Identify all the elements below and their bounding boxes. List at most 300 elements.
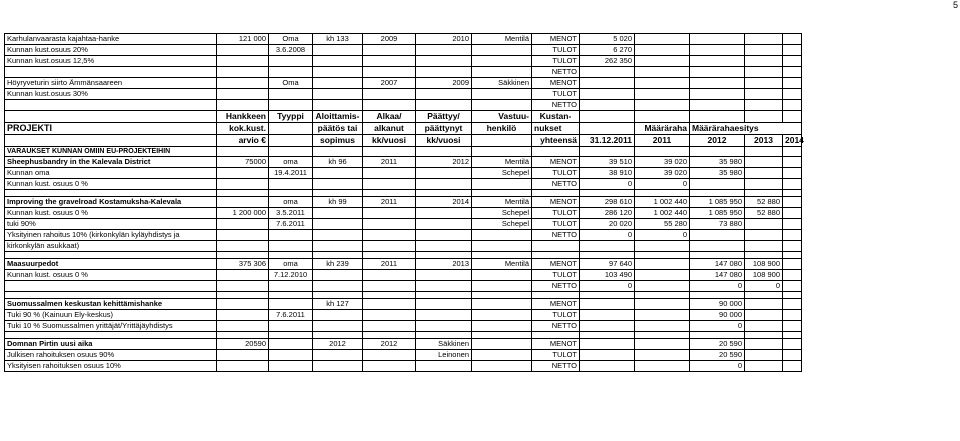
table-cell (580, 321, 635, 332)
table-row (5, 208, 802, 219)
table-cell (363, 89, 416, 100)
table-row (5, 350, 802, 361)
table-cell (580, 310, 635, 321)
table-cell (269, 179, 313, 190)
table-cell: Julkisen rahoituksen osuus 90% (5, 350, 217, 361)
table-cell (635, 45, 690, 56)
table-cell (783, 230, 802, 241)
table-cell: Höyryveturin siirto Ämmänsaareen (5, 78, 217, 89)
table-cell (783, 100, 802, 111)
table-cell (635, 34, 690, 45)
table-cell (313, 168, 363, 179)
table-row (5, 100, 802, 111)
table-cell: 52 880 (745, 197, 783, 208)
table-cell (313, 219, 363, 230)
table-cell (472, 241, 532, 252)
table-cell: MENOT (532, 34, 580, 45)
table-cell: Kunnan kust. osuus 0 % (5, 270, 217, 281)
table-cell: 52 880 (745, 208, 783, 219)
table-row (5, 241, 802, 252)
table-cell (745, 350, 783, 361)
table-cell (745, 89, 783, 100)
table-cell: 147 080 (690, 270, 745, 281)
table-cell (783, 34, 802, 45)
table-cell (363, 208, 416, 219)
table-cell (635, 339, 690, 350)
table-cell (217, 310, 269, 321)
table-cell (313, 56, 363, 67)
table-cell: 2009 (363, 34, 416, 45)
table-cell: 0 (635, 179, 690, 190)
table-cell (269, 361, 313, 372)
table-cell: TULOT (532, 45, 580, 56)
table-cell: 5 020 (580, 34, 635, 45)
table-cell (416, 168, 472, 179)
table-cell (783, 179, 802, 190)
table-cell (783, 241, 802, 252)
table-cell: NETTO (532, 67, 580, 78)
table-cell (745, 361, 783, 372)
table-row (5, 252, 802, 259)
hdr-vastuu: Vastuu- (472, 111, 532, 123)
table-cell (269, 100, 313, 111)
table-cell (217, 230, 269, 241)
hdr-kkvuosi-2: kk/vuosi (416, 135, 472, 147)
table-row (5, 168, 802, 179)
table-cell (635, 100, 690, 111)
table-cell: Maasuurpedot (5, 259, 217, 270)
table-cell (416, 89, 472, 100)
hdr-aloittamis: Aloittamis- (313, 111, 363, 123)
table-cell (472, 45, 532, 56)
table-row (5, 321, 802, 332)
table-cell (363, 281, 416, 292)
table-cell (745, 78, 783, 89)
table-cell: 55 280 (635, 219, 690, 230)
table-row (5, 78, 802, 89)
table-cell (690, 67, 745, 78)
table-cell (416, 361, 472, 372)
table-cell: kh 133 (313, 34, 363, 45)
hdr-kokkust: kok.kust. (217, 123, 269, 135)
table-cell: oma (269, 259, 313, 270)
table-cell: 20590 (217, 339, 269, 350)
table-cell: 108 900 (745, 259, 783, 270)
table-cell: MENOT (532, 339, 580, 350)
table-cell: 298 610 (580, 197, 635, 208)
table-cell: Kunnan kust. osuus 0 % (5, 179, 217, 190)
table-cell: 7.6.2011 (269, 219, 313, 230)
table-cell: Domnan Pirtin uusi aika (5, 339, 217, 350)
table-cell: 2013 (416, 259, 472, 270)
section-title: VARAUKSET KUNNAN OMIIN EU-PROJEKTEIHIN (5, 147, 217, 157)
table-cell: 7.6.2011 (269, 310, 313, 321)
table-row (5, 259, 802, 270)
table-cell (217, 67, 269, 78)
table-cell (783, 67, 802, 78)
table-cell: MENOT (532, 78, 580, 89)
table-cell (416, 100, 472, 111)
table-cell (217, 197, 269, 208)
table-cell: 19.4.2011 (269, 168, 313, 179)
table-cell (416, 179, 472, 190)
table-cell (745, 230, 783, 241)
table-cell: 121 000 (217, 34, 269, 45)
table-cell (783, 45, 802, 56)
table-cell: Tuki 90 % (Kainuun Ely-keskus) (5, 310, 217, 321)
table-cell (635, 321, 690, 332)
table-cell (635, 270, 690, 281)
table-cell (745, 56, 783, 67)
table-cell: NETTO (532, 281, 580, 292)
table-row (5, 45, 802, 56)
table-cell: Karhulanvaarasta kajahtaa-hanke (5, 34, 217, 45)
euro-mark: € (261, 135, 266, 145)
table-cell (635, 281, 690, 292)
hdr-projekti: PROJEKTI (5, 123, 217, 135)
hdr-alkanut: alkanut (363, 123, 416, 135)
table-cell (472, 310, 532, 321)
table-cell (635, 259, 690, 270)
table-row (5, 230, 802, 241)
table-cell (313, 241, 363, 252)
table-cell (783, 310, 802, 321)
table-cell (783, 197, 802, 208)
table-cell: Oma (269, 34, 313, 45)
table-cell: Mentilä (472, 157, 532, 168)
table-row (5, 89, 802, 100)
table-cell (313, 321, 363, 332)
table-cell: 2014 (416, 197, 472, 208)
table-cell (363, 56, 416, 67)
table-cell: Oma (269, 78, 313, 89)
table-cell (472, 339, 532, 350)
table-cell (472, 270, 532, 281)
table-cell (745, 100, 783, 111)
table-cell (363, 219, 416, 230)
table-cell (532, 241, 580, 252)
table-cell (745, 179, 783, 190)
header-row-2 (5, 123, 802, 135)
table-row (5, 332, 802, 339)
table-cell: TULOT (532, 89, 580, 100)
table-row (5, 339, 802, 350)
table-cell (580, 67, 635, 78)
hdr-nukset: nukset (532, 123, 580, 135)
budget-table (4, 33, 802, 372)
hdr-arvio: arvio (238, 135, 259, 145)
table-cell: NETTO (532, 100, 580, 111)
table-cell (635, 241, 690, 252)
table-cell: kh 239 (313, 259, 363, 270)
table-cell (416, 230, 472, 241)
table-cell (217, 241, 269, 252)
table-cell (269, 230, 313, 241)
table-cell: 2011 (363, 259, 416, 270)
table-cell (217, 299, 269, 310)
hdr-2011: 2011 (635, 135, 690, 147)
table-cell (313, 350, 363, 361)
hdr-kustan: Kustan- (532, 111, 580, 123)
table-cell (269, 339, 313, 350)
table-cell (635, 56, 690, 67)
table-cell: kh 96 (313, 157, 363, 168)
table-cell (363, 361, 416, 372)
table-cell (745, 45, 783, 56)
table-cell: 75000 (217, 157, 269, 168)
hdr-date: 31.12.2011 (580, 135, 635, 147)
table-cell: 0 (690, 321, 745, 332)
table-cell: 35 980 (690, 168, 745, 179)
table-cell (217, 100, 269, 111)
table-cell (416, 299, 472, 310)
table-cell (5, 281, 217, 292)
table-cell (313, 361, 363, 372)
table-cell: Yksityisen rahoituksen osuus 10% (5, 361, 217, 372)
table-cell: Suomussalmen keskustan kehittämishanke (5, 299, 217, 310)
table-cell (745, 157, 783, 168)
table-cell: Kunnan kust.osuus 30% (5, 89, 217, 100)
table-cell (690, 100, 745, 111)
table-cell: TULOT (532, 208, 580, 219)
table-cell: 35 980 (690, 157, 745, 168)
table-cell: 2012 (363, 339, 416, 350)
table-cell (690, 56, 745, 67)
table-cell (416, 67, 472, 78)
table-cell (416, 208, 472, 219)
table-cell: TULOT (532, 350, 580, 361)
table-cell: 2012 (313, 339, 363, 350)
table-cell: kh 99 (313, 197, 363, 208)
table-cell (635, 350, 690, 361)
table-row (5, 361, 802, 372)
table-cell (269, 67, 313, 78)
table-cell: 20 590 (690, 350, 745, 361)
table-cell (363, 299, 416, 310)
table-cell (313, 270, 363, 281)
table-cell (783, 270, 802, 281)
table-cell: NETTO (532, 230, 580, 241)
table-cell (580, 299, 635, 310)
table-cell: 1 200 000 (217, 208, 269, 219)
table-cell (313, 179, 363, 190)
table-cell (416, 321, 472, 332)
table-cell: 20 020 (580, 219, 635, 230)
table-cell: 2012 (416, 157, 472, 168)
table-cell (745, 339, 783, 350)
hdr-alkaa: Alkaa/ (363, 111, 416, 123)
table-cell: Kunnan oma (5, 168, 217, 179)
table-cell: Leinonen (416, 350, 472, 361)
table-cell (217, 321, 269, 332)
table-cell (635, 361, 690, 372)
table-cell (416, 45, 472, 56)
header-row-3 (5, 135, 802, 147)
table-cell: Sheephusbandry in the Kalevala District (5, 157, 217, 168)
table-cell (745, 241, 783, 252)
table-cell: 3.6.2008 (269, 45, 313, 56)
table-row (5, 219, 802, 230)
table-cell: oma (269, 197, 313, 208)
table-cell (313, 230, 363, 241)
table-cell (580, 100, 635, 111)
table-cell: Schepel (472, 208, 532, 219)
hdr-kkvuosi-1: kk/vuosi (363, 135, 416, 147)
table-cell (5, 100, 217, 111)
table-cell (783, 219, 802, 230)
table-cell (745, 310, 783, 321)
table-cell (580, 78, 635, 89)
table-cell (783, 78, 802, 89)
table-cell: NETTO (532, 321, 580, 332)
table-cell: NETTO (532, 361, 580, 372)
table-cell (269, 299, 313, 310)
table-row (5, 190, 802, 197)
table-cell: 39 020 (635, 157, 690, 168)
table-cell (363, 321, 416, 332)
hdr-yhteensa: yhteensä (532, 135, 580, 147)
table-cell (472, 321, 532, 332)
table-cell (416, 56, 472, 67)
table-cell (783, 208, 802, 219)
table-cell (472, 350, 532, 361)
table-cell (783, 321, 802, 332)
table-cell (363, 168, 416, 179)
table-row (5, 197, 802, 208)
header-row-1 (5, 111, 802, 123)
table-cell (313, 45, 363, 56)
table-cell (580, 241, 635, 252)
table-cell (217, 168, 269, 179)
table-cell (313, 208, 363, 219)
table-cell (472, 89, 532, 100)
table-cell (690, 34, 745, 45)
hdr-sopimus: sopimus (313, 135, 363, 147)
table-cell: 262 350 (580, 56, 635, 67)
table-cell: 0 (745, 281, 783, 292)
table-cell: Schepel (472, 219, 532, 230)
table-cell (580, 339, 635, 350)
table-cell: MENOT (532, 259, 580, 270)
table-cell: TULOT (532, 168, 580, 179)
table-cell (635, 89, 690, 100)
table-cell: kh 127 (313, 299, 363, 310)
table-cell (416, 219, 472, 230)
hdr-2013: 2013 (745, 135, 783, 147)
table-cell (217, 361, 269, 372)
table-cell (745, 219, 783, 230)
table-cell: 2009 (416, 78, 472, 89)
table-cell (745, 299, 783, 310)
table-cell: 1 085 950 (690, 208, 745, 219)
table-cell: 0 (690, 281, 745, 292)
table-cell: tuki 90% (5, 219, 217, 230)
table-cell (313, 67, 363, 78)
table-cell (313, 89, 363, 100)
page-number: 5 (953, 0, 959, 10)
table-cell (783, 299, 802, 310)
hdr-henkilo: henkilö (472, 123, 532, 135)
hdr-tyyppi: Tyyppi (269, 111, 313, 123)
table-cell: TULOT (532, 219, 580, 230)
table-cell (783, 281, 802, 292)
table-cell (472, 281, 532, 292)
table-cell: 90 000 (690, 299, 745, 310)
table-cell (217, 56, 269, 67)
table-cell: MENOT (532, 197, 580, 208)
table-cell: 3.5.2011 (269, 208, 313, 219)
table-cell (690, 179, 745, 190)
table-cell: 147 080 (690, 259, 745, 270)
table-cell (416, 281, 472, 292)
table-cell: 2007 (363, 78, 416, 89)
table-cell (313, 100, 363, 111)
table-cell (635, 67, 690, 78)
table-cell: kirkonkylän asukkaat) (5, 241, 217, 252)
table-cell: 6 270 (580, 45, 635, 56)
table-cell: TULOT (532, 270, 580, 281)
table-cell (269, 241, 313, 252)
table-cell: Kunnan kust.osuus 12,5% (5, 56, 217, 67)
table-cell (416, 310, 472, 321)
hdr-2014: 2014 (783, 135, 802, 147)
table-cell: 1 002 440 (635, 208, 690, 219)
table-cell (313, 281, 363, 292)
table-cell (217, 45, 269, 56)
table-row (5, 292, 802, 299)
table-cell (783, 168, 802, 179)
table-cell: Mentilä (472, 197, 532, 208)
table-cell (363, 179, 416, 190)
table-cell (635, 310, 690, 321)
table-cell (416, 270, 472, 281)
table-row (5, 157, 802, 168)
table-cell (313, 78, 363, 89)
table-cell: Yksityinen rahoitus 10% (kirkonkylän kyläyhdistys ja (5, 230, 217, 241)
table-cell: Kunnan kust.osuus 20% (5, 45, 217, 56)
hdr-paattynyt: päättynyt (416, 123, 472, 135)
table-cell (690, 230, 745, 241)
table-cell: Tuki 10 % Suomussalmen yrittäjät/Yrittäjäyhdistys (5, 321, 217, 332)
table-cell: 103 490 (580, 270, 635, 281)
table-row (5, 310, 802, 321)
table-cell: Kunnan kust. osuus 0 % (5, 208, 217, 219)
table-cell (783, 350, 802, 361)
table-cell (472, 100, 532, 111)
table-cell (472, 56, 532, 67)
table-row (5, 34, 802, 45)
table-cell: 375 306 (217, 259, 269, 270)
table-cell: 7.12.2010 (269, 270, 313, 281)
table-cell: TULOT (532, 310, 580, 321)
table-cell: MENOT (532, 157, 580, 168)
table-cell (217, 281, 269, 292)
table-cell (783, 259, 802, 270)
table-cell: 20 590 (690, 339, 745, 350)
hdr-paattyy: Päättyy/ (416, 111, 472, 123)
table-cell (745, 67, 783, 78)
table-cell (783, 56, 802, 67)
table-cell: 39 510 (580, 157, 635, 168)
table-cell (5, 67, 217, 78)
table-row (5, 179, 802, 190)
table-cell (269, 350, 313, 361)
table-cell (363, 350, 416, 361)
table-cell (363, 67, 416, 78)
table-cell (472, 179, 532, 190)
table-cell: 0 (635, 230, 690, 241)
table-cell (580, 89, 635, 100)
